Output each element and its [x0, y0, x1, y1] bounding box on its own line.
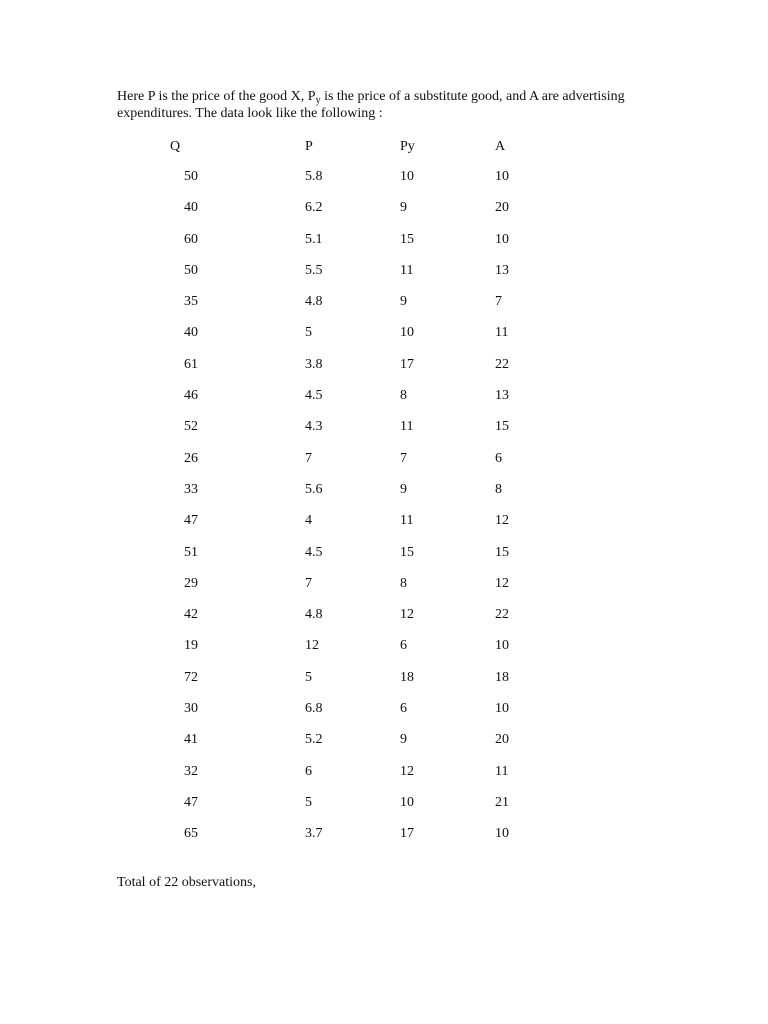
cell-p: 4.5: [305, 544, 323, 560]
table-row: [0, 355, 768, 386]
cell-py: 6: [400, 638, 407, 654]
cell-a: 18: [495, 669, 509, 685]
cell-p: 5.8: [305, 169, 323, 184]
cell-q: 50: [184, 262, 198, 278]
cell-a: 12: [495, 575, 509, 591]
intro-paragraph: [117, 88, 657, 122]
cell-a: 11: [495, 763, 509, 779]
cell-a: 22: [495, 356, 509, 372]
cell-py: 10: [400, 794, 414, 810]
intro-text-part2: is the price of a substitute good, and A are advertising expenditures. The data look like the following :: [117, 89, 625, 121]
cell-py: 9: [400, 294, 407, 310]
cell-py: 9: [400, 732, 407, 748]
cell-q: 26: [184, 450, 198, 466]
cell-a: 8: [495, 481, 502, 497]
table-row: [0, 417, 768, 448]
cell-a: 10: [495, 701, 509, 717]
cell-a: 12: [495, 513, 509, 529]
cell-p: 4.8: [305, 607, 323, 623]
table-row: [0, 323, 768, 354]
data-table: [0, 137, 768, 856]
cell-a: 6: [495, 450, 502, 466]
cell-p: 4.8: [305, 294, 323, 310]
table-row: [0, 480, 768, 511]
cell-py: 12: [400, 607, 414, 623]
table-row: [0, 730, 768, 761]
table-row: [0, 793, 768, 824]
cell-q: 61: [184, 356, 198, 372]
cell-p: 5.6: [305, 481, 323, 497]
table-row: [0, 230, 768, 261]
footer-note: Total of 22 observations,: [117, 875, 256, 890]
cell-a: 15: [495, 419, 509, 435]
cell-a: 10: [495, 638, 509, 654]
cell-p: 6.8: [305, 701, 323, 717]
cell-p: 4.3: [305, 419, 323, 435]
cell-p: 4: [305, 513, 312, 529]
cell-a: 21: [495, 794, 509, 810]
cell-py: 17: [400, 356, 414, 372]
cell-py: 15: [400, 231, 414, 247]
table-row: [0, 386, 768, 417]
table-row: [0, 292, 768, 323]
table-row: [0, 543, 768, 574]
cell-p: 5.5: [305, 262, 323, 278]
header-p: P: [305, 139, 313, 154]
cell-py: 18: [400, 669, 414, 685]
cell-py: 11: [400, 419, 414, 435]
cell-py: 12: [400, 763, 414, 779]
cell-py: 9: [400, 481, 407, 497]
cell-q: 42: [184, 607, 198, 623]
cell-q: 29: [184, 575, 198, 591]
cell-p: 3.8: [305, 356, 323, 372]
cell-q: 30: [184, 701, 198, 717]
cell-p: 5.2: [305, 732, 323, 748]
cell-py: 17: [400, 826, 414, 842]
table-row: [0, 449, 768, 480]
cell-p: 6.2: [305, 200, 323, 216]
cell-py: 9: [400, 200, 407, 216]
cell-py: 6: [400, 701, 407, 717]
cell-p: 7: [305, 450, 312, 466]
intro-subscript: y: [315, 95, 321, 106]
cell-p: 5: [305, 669, 312, 685]
cell-q: 52: [184, 419, 198, 435]
cell-p: 6: [305, 763, 312, 779]
cell-a: 10: [495, 826, 509, 842]
cell-py: 8: [400, 575, 407, 591]
cell-p: 5.1: [305, 231, 323, 247]
header-a: A: [495, 139, 506, 154]
table-row: [0, 167, 768, 198]
cell-a: 13: [495, 262, 509, 278]
table-row: [0, 574, 768, 605]
table-row: [0, 636, 768, 667]
cell-py: 10: [400, 325, 414, 341]
cell-py: 11: [400, 513, 414, 529]
cell-py: 8: [400, 388, 407, 404]
cell-a: 10: [495, 169, 509, 184]
cell-a: 20: [495, 732, 509, 748]
cell-q: 32: [184, 763, 198, 779]
cell-p: 7: [305, 575, 312, 591]
cell-py: 7: [400, 450, 407, 466]
table-row: [0, 511, 768, 542]
cell-a: 13: [495, 388, 509, 404]
cell-a: 15: [495, 544, 509, 560]
cell-a: 10: [495, 231, 509, 247]
table-header-row: [0, 137, 768, 167]
cell-a: 7: [495, 294, 502, 310]
cell-q: 50: [184, 169, 198, 184]
header-py: Py: [400, 139, 415, 154]
cell-q: 41: [184, 732, 198, 748]
cell-q: 65: [184, 826, 198, 842]
cell-p: 5: [305, 325, 312, 341]
cell-q: 35: [184, 294, 198, 310]
cell-py: 11: [400, 262, 414, 278]
table-row: [0, 762, 768, 793]
cell-p: 3.7: [305, 826, 323, 842]
cell-q: 40: [184, 200, 198, 216]
table-row: [0, 668, 768, 699]
cell-q: 60: [184, 231, 198, 247]
cell-q: 47: [184, 794, 198, 810]
cell-q: 46: [184, 388, 198, 404]
cell-q: 51: [184, 544, 198, 560]
cell-py: 15: [400, 544, 414, 560]
cell-q: 33: [184, 481, 198, 497]
table-row: [0, 198, 768, 229]
table-row: [0, 261, 768, 292]
cell-a: 11: [495, 325, 509, 341]
cell-p: 4.5: [305, 388, 323, 404]
cell-p: 12: [305, 638, 319, 654]
header-q: Q: [170, 139, 181, 154]
cell-q: 72: [184, 669, 198, 685]
cell-a: 22: [495, 607, 509, 623]
cell-p: 5: [305, 794, 312, 810]
table-row: [0, 605, 768, 636]
cell-q: 40: [184, 325, 198, 341]
table-row: [0, 824, 768, 855]
intro-text-part1: Here P is the price of the good X, P: [117, 89, 316, 104]
table-row: [0, 699, 768, 730]
cell-py: 10: [400, 169, 414, 184]
cell-q: 19: [184, 638, 198, 654]
cell-q: 47: [184, 513, 198, 529]
cell-a: 20: [495, 200, 509, 216]
table-body: [0, 167, 768, 856]
